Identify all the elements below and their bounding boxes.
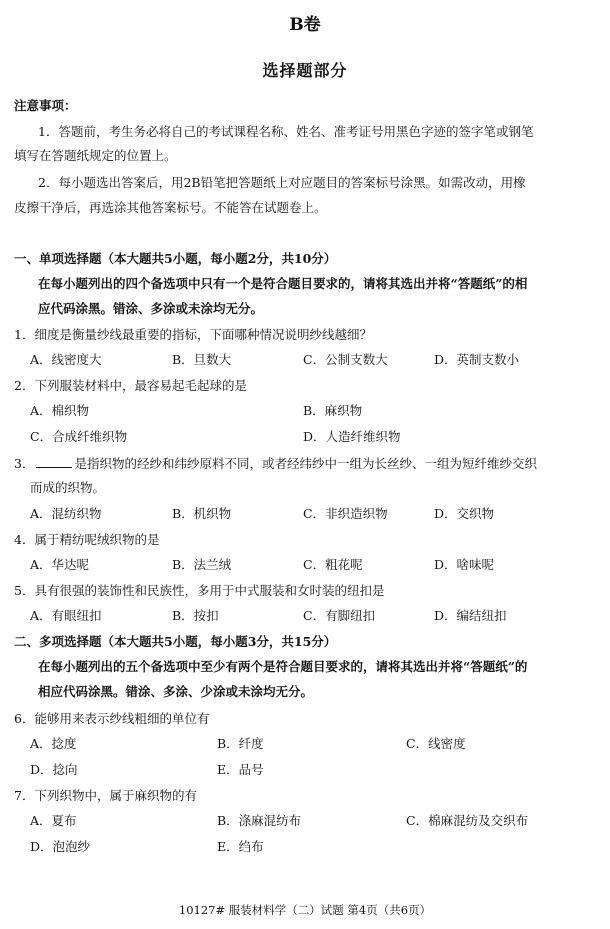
- question-5-option-c: C．有脚纽扣: [303, 608, 376, 623]
- question-6-option-a: A．捻度: [30, 736, 77, 751]
- question-4-stem: 4．属于精纺呢绒织物的是: [14, 532, 160, 547]
- notice-item-1-line-2: 填写在答题纸规定的位置上。: [14, 148, 177, 163]
- question-4-option-b: B．法兰绒: [172, 557, 232, 572]
- question-3-option-a: A．混纺织物: [30, 506, 102, 521]
- section-1-instruction-line-2: 应代码涂黑。错涂、多涂或未涂均无分。: [38, 301, 264, 316]
- question-3-number: 3．: [14, 456, 35, 471]
- notice-item-1-line-1: 1．答题前，考生务必将自己的考试课程名称、姓名、准考证号用黑色字迹的签字笔或钢笔: [38, 124, 534, 139]
- question-5-stem: 5．具有很强的装饰性和民族性，多用于中式服装和女时装的纽扣是: [14, 583, 385, 598]
- notice-item-2-line-2: 皮擦干净后，再选涂其他答案标号。不能答在试题卷上。: [14, 200, 327, 215]
- question-6-option-e: E．品号: [217, 762, 264, 777]
- section-2-title: 二、多项选择题（本大题共5小题，每小题3分，共15分）: [14, 634, 337, 649]
- section-1-title: 一、单项选择题（本大题共5小题，每小题2分，共10分）: [14, 251, 337, 266]
- question-7-option-e: E．绉布: [217, 839, 264, 854]
- question-6-stem: 6．能够用来表示纱线粗细的单位有: [14, 711, 210, 726]
- question-3-blank: [36, 455, 72, 468]
- question-7-stem: 7．下列织物中，属于麻织物的有: [14, 788, 197, 803]
- question-6-option-d: D．捻向: [30, 762, 78, 777]
- question-7-option-d: D．泡泡纱: [30, 839, 91, 854]
- question-4-option-a: A．华达呢: [30, 557, 90, 572]
- notice-heading: 注意事项：: [14, 98, 77, 113]
- section-2-instruction-line-1: 在每小题列出的五个备选项中至少有两个是符合题目要求的，请将其选出并将“答题纸”的: [38, 659, 528, 674]
- question-1-stem: 1．细度是衡量纱线最重要的指标，下面哪种情况说明纱线越细？: [14, 327, 372, 342]
- question-6-option-c: C．线密度: [406, 736, 466, 751]
- volume-title: B卷: [289, 15, 321, 35]
- question-3-option-d: D．交织物: [434, 506, 495, 521]
- question-3-stem-text: 是指织物的经纱和纬纱原料不同，或者经纬纱中一组为长丝纱、一组为短纤维纱交织: [74, 456, 537, 471]
- question-1-option-a: A．线密度大: [30, 352, 102, 367]
- question-6-option-b: B．纤度: [217, 736, 264, 751]
- question-2-option-d: D．人造纤维织物: [303, 429, 401, 444]
- question-3-option-c: C．非织造织物: [303, 506, 388, 521]
- question-7-option-c: C．棉麻混纺及交织布: [406, 813, 529, 828]
- section-1-instruction-line-1: 在每小题列出的四个备选项中只有一个是符合题目要求的，请将其选出并将“答题纸”的相: [38, 276, 528, 291]
- section-2-instruction-line-2: 相应代码涂黑。错涂、多涂、少涂或未涂均无分。: [38, 684, 314, 699]
- question-7-option-b: B．涤麻混纺布: [217, 813, 302, 828]
- page-footer: 10127# 服装材料学（二）试题 第4页（共6页）: [178, 903, 432, 917]
- question-5-option-d: D．编结纽扣: [434, 608, 507, 623]
- question-5-option-b: B．按扣: [172, 608, 219, 623]
- question-2-stem: 2．下列服装材料中，最容易起毛起球的是: [14, 378, 247, 393]
- question-3-stem: [14, 455, 537, 472]
- question-7-option-a: A．夏布: [30, 813, 77, 828]
- question-2-option-c: C．合成纤维织物: [30, 429, 128, 444]
- question-1-option-b: B．旦数大: [172, 352, 232, 367]
- question-1-option-c: C．公制支数大: [303, 352, 388, 367]
- question-4-option-d: D．啥味呢: [434, 557, 495, 572]
- question-4-option-c: C．粗花呢: [303, 557, 363, 572]
- question-2-option-a: A．棉织物: [30, 403, 90, 418]
- question-1-option-d: D．英制支数小: [434, 352, 520, 367]
- section-title: 选择题部分: [262, 61, 348, 80]
- question-3-option-b: B．机织物: [172, 506, 232, 521]
- question-3-stem-line-2: 而成的织物。: [30, 480, 106, 495]
- notice-item-2-line-1: 2．每小题选出答案后，用2B铅笔把答题纸上对应题目的答案标号涂黑。如需改动，用橡: [38, 175, 526, 190]
- question-5-option-a: A．有眼纽扣: [30, 608, 102, 623]
- question-2-option-b: B．麻织物: [303, 403, 363, 418]
